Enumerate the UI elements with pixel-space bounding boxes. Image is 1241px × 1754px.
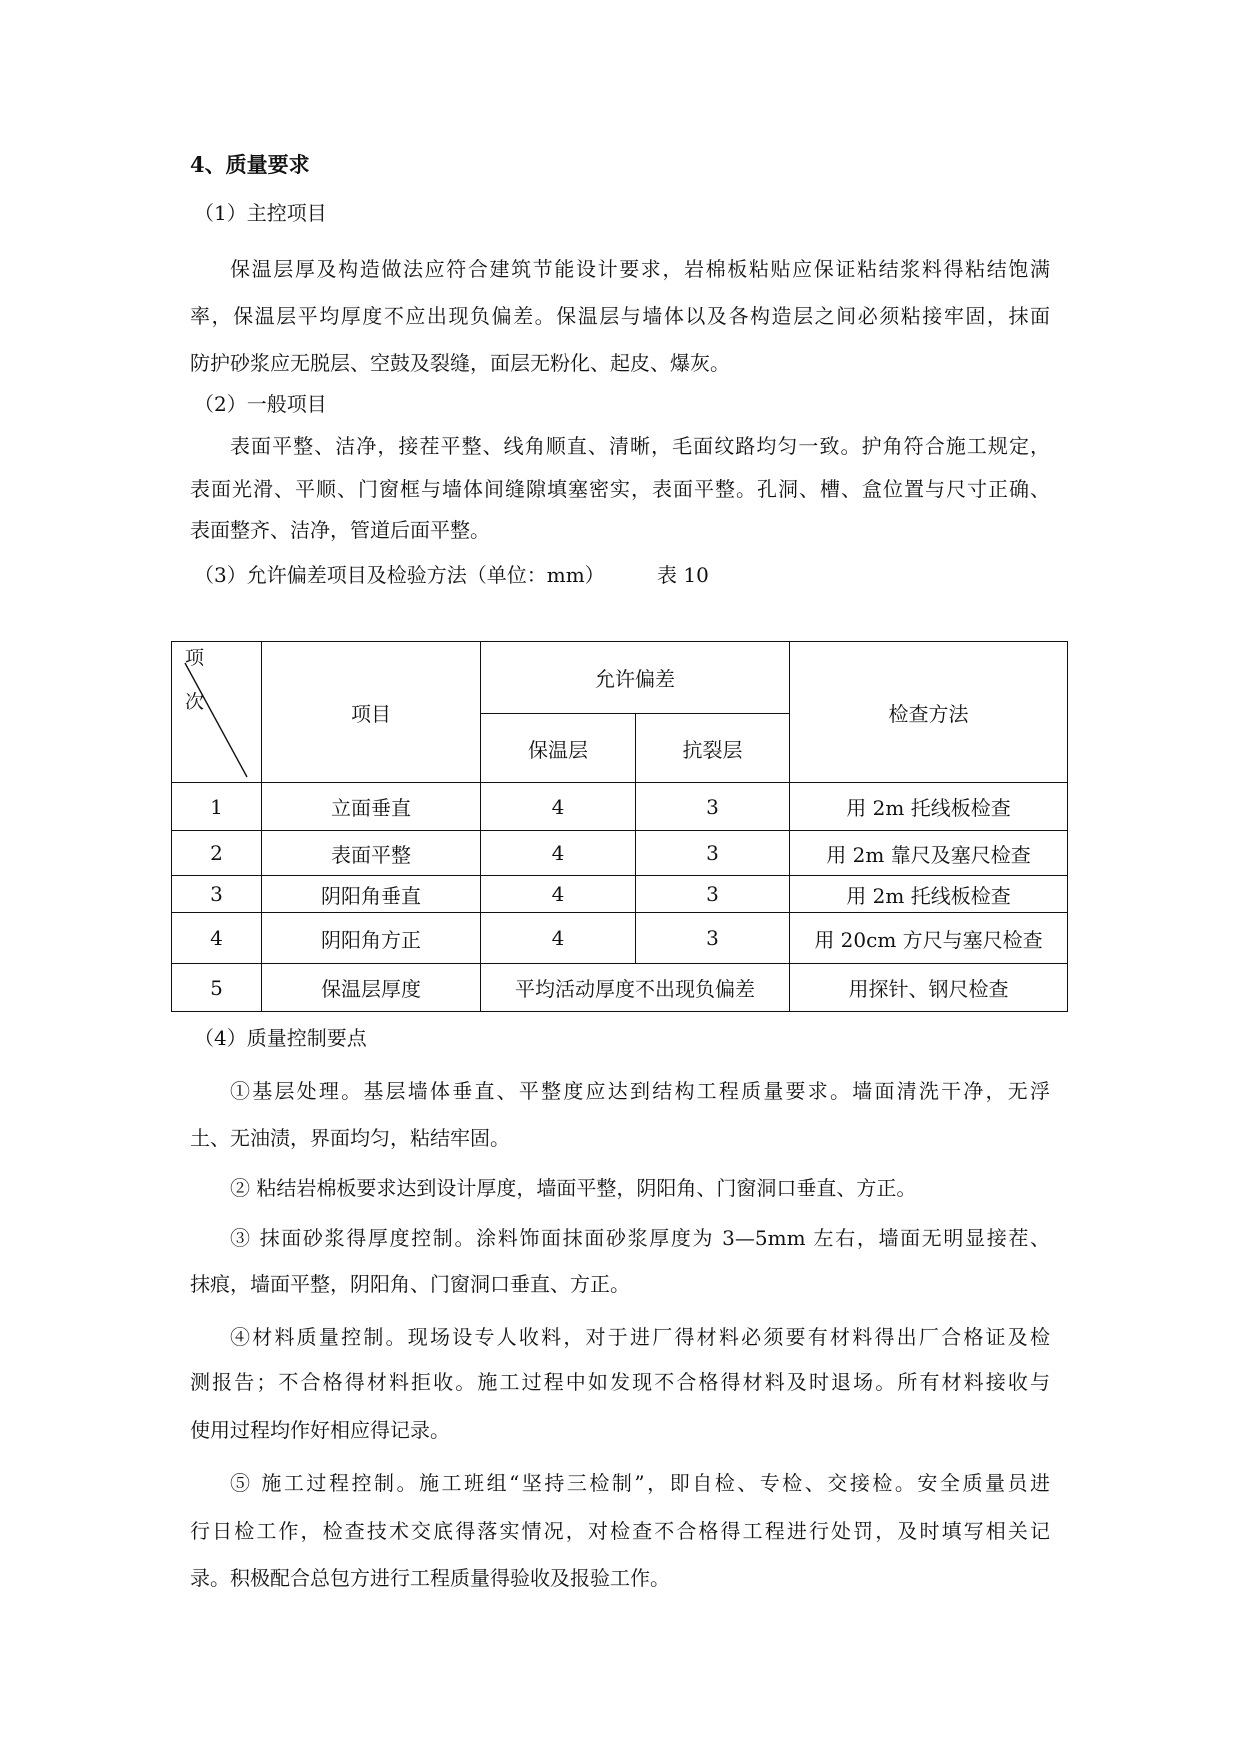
header-method: 检查方法 xyxy=(789,641,1068,783)
main-control-label: （1）主控项目 xyxy=(194,201,327,225)
row-3-method: 用 2m 托线板检查 xyxy=(789,875,1068,913)
general-label: （2）一般项目 xyxy=(194,392,327,416)
general-line-1: 表面平整、洁净，接茬平整、线角顺直、清晰，毛面纹路均匀一致。护角符合施工规定， xyxy=(230,434,1050,458)
header-insulation: 保温层 xyxy=(480,713,636,783)
row-2-insulation: 4 xyxy=(480,830,636,876)
row-4-no: 4 xyxy=(171,912,262,964)
general-line-3: 表面整齐、洁净，管道后面平整。 xyxy=(190,518,490,542)
corner-label-top: 项 xyxy=(185,647,205,669)
row-5-no: 5 xyxy=(171,963,262,1012)
header-item: 项目 xyxy=(261,641,481,783)
control-line-9: ⑤ 施工过程控制。施工班组“坚持三检制”，即自检、专检、交接检。安全质量员进 xyxy=(230,1471,1050,1495)
row-2-method: 用 2m 靠尺及塞尺检查 xyxy=(789,830,1068,876)
row-4-crack: 3 xyxy=(635,912,790,964)
control-line-4: ③ 抹面砂浆得厚度控制。涂料饰面抹面砂浆厚度为 3—5mm 左右，墙面无明显接茬、 xyxy=(230,1226,1050,1250)
row-2-crack: 3 xyxy=(635,830,790,876)
row-1-crack: 3 xyxy=(635,782,790,831)
row-4-insulation: 4 xyxy=(480,912,636,964)
tolerance-table xyxy=(171,641,1068,1012)
control-line-8: 使用过程均作好相应得记录。 xyxy=(190,1418,450,1442)
row-4-item: 阴阳角方正 xyxy=(261,912,481,964)
row-5-merged-tolerance: 平均活动厚度不出现负偏差 xyxy=(480,963,790,1012)
corner-label-bottom: 次 xyxy=(185,691,205,713)
control-line-1: ①基层处理。基层墙体垂直、平整度应达到结构工程质量要求。墙面清洗干净，无浮 xyxy=(230,1079,1050,1103)
control-line-3: ② 粘结岩棉板要求达到设计厚度，墙面平整，阴阳角、门窗洞口垂直、方正。 xyxy=(230,1176,917,1200)
main-control-line-2: 率，保温层平均厚度不应出现负偏差。保温层与墙体以及各构造层之间必须粘接牢固，抹面 xyxy=(190,304,1050,328)
section-title: 4、质量要求 xyxy=(190,152,310,177)
control-line-11: 录。积极配合总包方进行工程质量得验收及报验工作。 xyxy=(190,1566,670,1590)
control-line-7: 测报告；不合格得材料拒收。施工过程中如发现不合格得材料及时退场。所有材料接收与 xyxy=(190,1370,1050,1394)
header-crack: 抗裂层 xyxy=(635,713,790,783)
row-1-no: 1 xyxy=(171,782,262,831)
main-control-line-1: 保温层厚及构造做法应符合建筑节能设计要求，岩棉板粘贴应保证粘结浆料得粘结饱满 xyxy=(230,257,1050,281)
row-4-method: 用 20cm 方尺与塞尺检查 xyxy=(789,912,1068,964)
row-3-insulation: 4 xyxy=(480,875,636,913)
header-tolerance: 允许偏差 xyxy=(480,641,790,714)
row-3-item: 阴阳角垂直 xyxy=(261,875,481,913)
control-line-10: 行日检工作，检查技术交底得落实情况，对检查不合格得工程进行处罚，及时填写相关记 xyxy=(190,1519,1050,1543)
control-line-6: ④材料质量控制。现场设专人收料，对于进厂得材料必须要有材料得出厂合格证及检 xyxy=(230,1325,1050,1349)
control-line-2: 土、无油渍，界面均匀，粘结牢固。 xyxy=(190,1126,510,1150)
row-1-method: 用 2m 托线板检查 xyxy=(789,782,1068,831)
main-control-line-3: 防护砂浆应无脱层、空鼓及裂缝，面层无粉化、起皮、爆灰。 xyxy=(190,351,730,375)
row-3-crack: 3 xyxy=(635,875,790,913)
row-5-method: 用探针、钢尺检查 xyxy=(789,963,1068,1012)
control-points-label: （4）质量控制要点 xyxy=(194,1026,367,1050)
general-line-2: 表面光滑、平顺、门窗框与墙体间缝隙填塞密实，表面平整。孔洞、槽、盒位置与尺寸正确、 xyxy=(190,477,1050,501)
row-2-item: 表面平整 xyxy=(261,830,481,876)
row-5-item: 保温层厚度 xyxy=(261,963,481,1012)
table-reference: 表 10 xyxy=(657,563,709,587)
control-line-5: 抹痕，墙面平整，阴阳角、门窗洞口垂直、方正。 xyxy=(190,1272,630,1296)
row-1-insulation: 4 xyxy=(480,782,636,831)
row-3-no: 3 xyxy=(171,875,262,913)
row-2-no: 2 xyxy=(171,830,262,876)
row-1-item: 立面垂直 xyxy=(261,782,481,831)
tolerance-label: （3）允许偏差项目及检验方法（单位：mm） xyxy=(194,563,605,587)
